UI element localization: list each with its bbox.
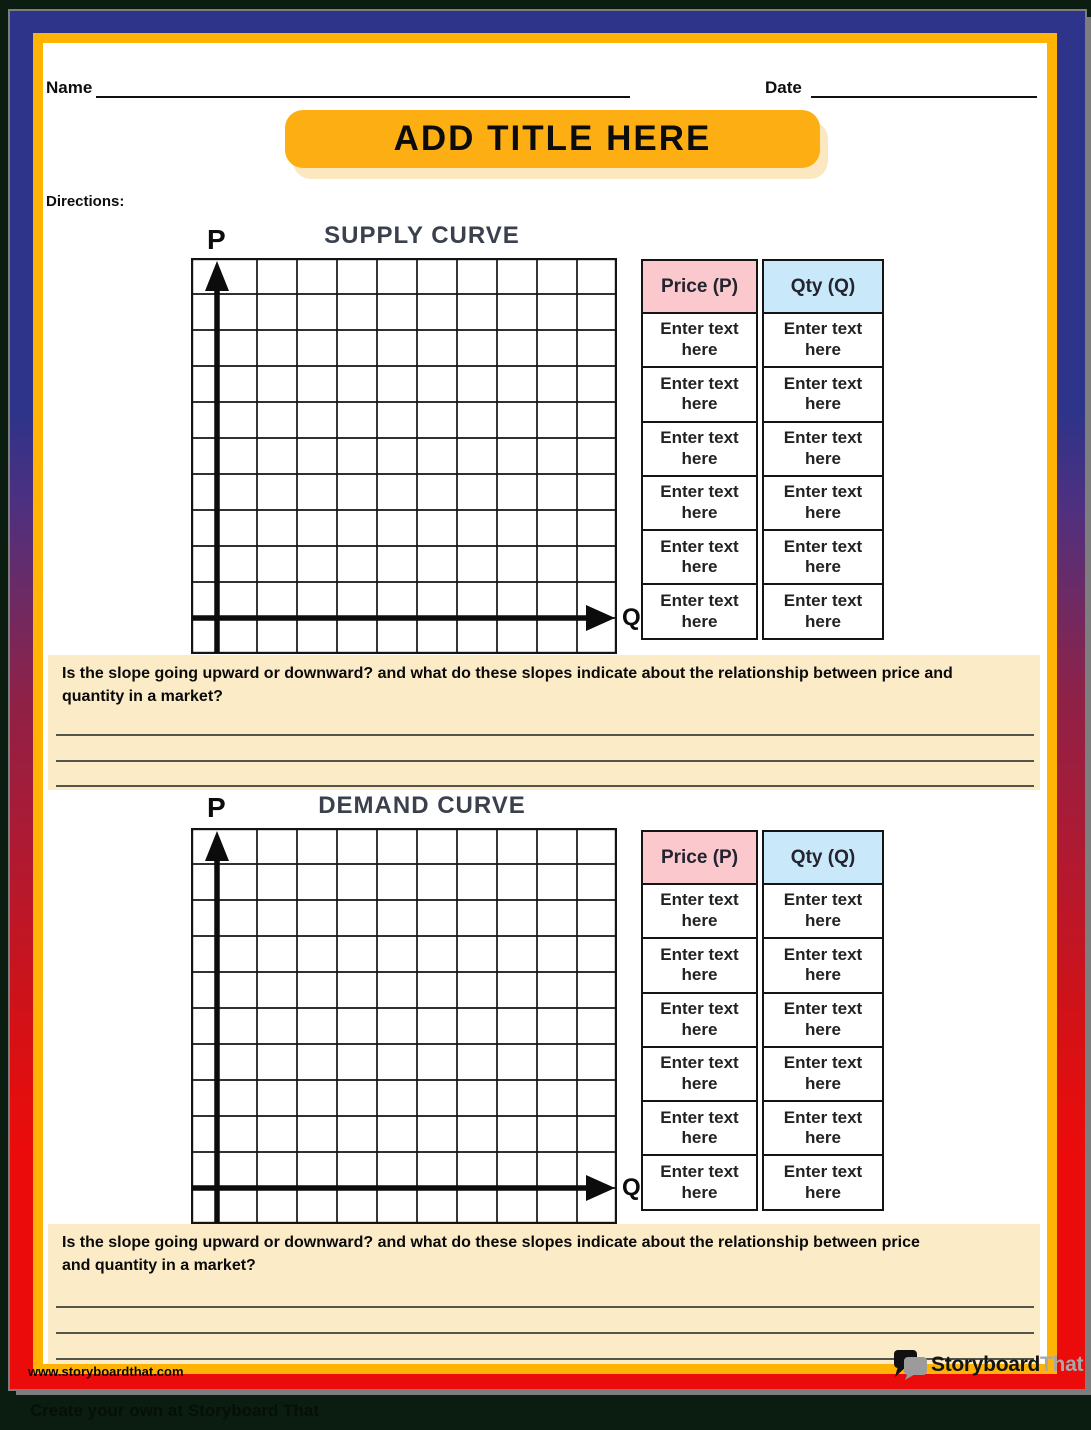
demand-qty-cell[interactable]: Enter text here [764,1154,882,1208]
demand-price-cell[interactable]: Enter text here [643,1100,756,1154]
supply-question-box [48,655,1040,790]
demand-qty-cell[interactable]: Enter text here [764,1100,882,1154]
supply-price-cell[interactable]: Enter text here [643,421,756,475]
demand-p-axis-label: P [207,792,226,823]
supply-price-column [641,259,758,640]
demand-price-header: Price (P) [643,832,756,883]
supply-qty-cell[interactable]: Enter text here [764,583,882,637]
supply-price-cell[interactable]: Enter text here [643,366,756,420]
supply-qty-cell[interactable]: Enter text here [764,312,882,366]
supply-p-axis-label: P [207,224,226,255]
storyboardthat-logo [893,1350,1083,1380]
answer-line [56,1358,1034,1360]
demand-price-cell[interactable]: Enter text here [643,1046,756,1100]
directions-label: Directions: [46,193,125,210]
supply-curve-heading: SUPPLY CURVE [324,222,520,249]
demand-qty-cell[interactable]: Enter text here [764,937,882,991]
demand-price-cell[interactable]: Enter text here [643,1154,756,1208]
supply-price-cell[interactable]: Enter text here [643,312,756,366]
answer-line [56,734,1034,736]
demand-question-box [48,1224,1040,1364]
brand-name-secondary: That [1040,1353,1084,1376]
demand-price-column [641,830,758,1211]
footer-tagline: Create your own at Storyboard That [30,1401,320,1420]
brand-name-primary: Storyboard [931,1353,1041,1376]
brand-name [931,1353,1083,1377]
demand-question-text: Is the slope going upward or downward? and what do these slopes indicate about the relationship between price and quantity in a market? [62,1234,920,1275]
title-banner[interactable] [285,110,820,168]
supply-qty-column [762,259,884,640]
answer-line [56,785,1034,787]
answer-line [56,1332,1034,1334]
demand-grid [191,828,617,1224]
demand-qty-column [762,830,884,1211]
supply-qty-cell[interactable]: Enter text here [764,366,882,420]
website-url: www.storyboardthat.com [28,1364,184,1379]
supply-qty-cell[interactable]: Enter text here [764,475,882,529]
supply-price-header: Price (P) [643,261,756,312]
demand-curve-heading: DEMAND CURVE [318,792,526,819]
demand-qty-cell[interactable]: Enter text here [764,1046,882,1100]
supply-qty-cell[interactable]: Enter text here [764,421,882,475]
speech-bubbles-icon [893,1350,927,1380]
supply-q-axis-label: Q [622,604,641,631]
supply-qty-cell[interactable]: Enter text here [764,529,882,583]
date-label: Date [765,78,802,97]
name-line [96,96,630,98]
demand-q-axis-label: Q [622,1174,641,1201]
demand-price-cell[interactable]: Enter text here [643,937,756,991]
demand-qty-cell[interactable]: Enter text here [764,883,882,937]
answer-line [56,1306,1034,1308]
demand-qty-header: Qty (Q) [764,832,882,883]
demand-price-cell[interactable]: Enter text here [643,883,756,937]
demand-qty-cell[interactable]: Enter text here [764,992,882,1046]
demand-price-cell[interactable]: Enter text here [643,992,756,1046]
supply-grid [191,258,617,654]
supply-question-text: Is the slope going upward or downward? and what do these slopes indicate about the relationship between price and quantity in a market? [62,665,953,706]
supply-price-cell[interactable]: Enter text here [643,529,756,583]
name-label: Name [46,78,93,97]
answer-line [56,760,1034,762]
supply-price-cell[interactable]: Enter text here [643,583,756,637]
date-line [811,96,1037,98]
title-placeholder-text: ADD TITLE HERE [393,119,712,158]
supply-qty-header: Qty (Q) [764,261,882,312]
supply-price-cell[interactable]: Enter text here [643,475,756,529]
